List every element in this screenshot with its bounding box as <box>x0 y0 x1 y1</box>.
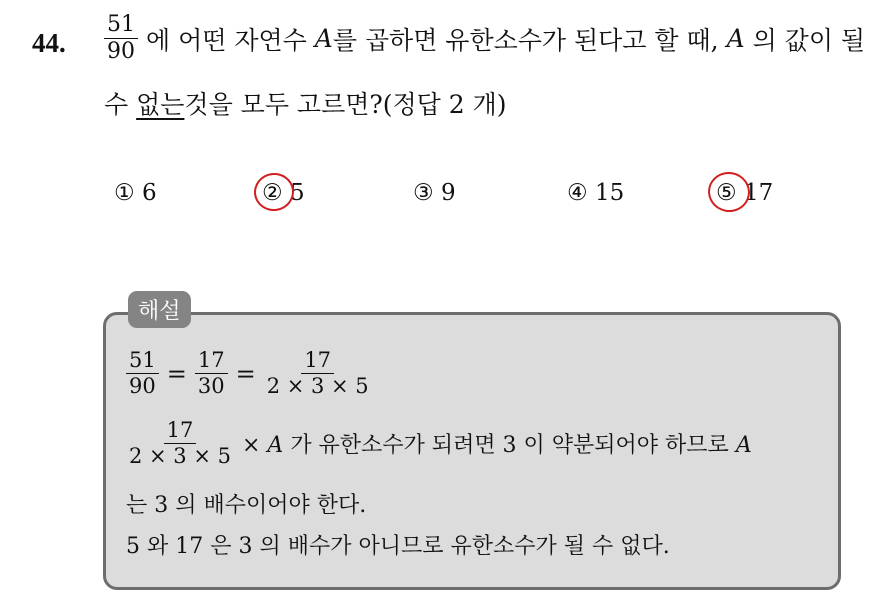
choice-marker: ② <box>262 180 283 206</box>
solution-line-4: 5 와 17 은 3 의 배수가 아니므로 유한소수가 될 수 없다. <box>126 534 670 559</box>
choice-marker: ⑤ <box>716 180 737 206</box>
solution-text: 가 유한소수가 되려면 3 이 약분되어야 하므로 <box>290 433 729 458</box>
question-fraction <box>104 14 138 63</box>
fraction-denominator: 30 <box>197 374 225 398</box>
choice-value: 17 <box>743 180 774 206</box>
variable-a: A <box>735 433 752 458</box>
solution-fraction <box>195 350 228 397</box>
question-text: 를 곱하면 유한소수가 된다고 할 때, <box>332 25 719 55</box>
fraction-numerator: 17 <box>195 350 228 374</box>
choice-value: 9 <box>440 180 456 206</box>
choice-marker: ③ <box>413 180 434 206</box>
answer-circle-mark-icon <box>252 170 297 213</box>
question-number: 44. <box>32 28 66 58</box>
equals-sign: = <box>235 359 256 388</box>
variable-a: A <box>726 24 745 53</box>
solution-fraction <box>126 420 234 467</box>
solution-equation <box>126 350 372 397</box>
solution-fraction <box>126 350 159 397</box>
question-line-2 <box>104 85 507 121</box>
fraction-denominator: 90 <box>129 374 156 398</box>
fraction-numerator: 17 <box>164 420 197 444</box>
variable-a: A <box>267 433 284 458</box>
choice-marker: ① <box>114 180 135 206</box>
question-text: 것을 모두 고르면?(정답 2 개) <box>184 90 507 119</box>
choice-value: 6 <box>141 180 157 206</box>
question-text: 의 값이 될 <box>752 25 866 55</box>
choice-value: 5 <box>289 180 305 206</box>
choice-marker: ④ <box>567 180 588 206</box>
times-sign: × <box>241 433 268 458</box>
variable-a: A <box>314 24 333 53</box>
fraction-numerator: 17 <box>301 350 334 374</box>
question-line-1 <box>104 14 865 63</box>
fraction-denominator: 2 × 3 × 5 <box>129 444 231 468</box>
fraction-denominator: 90 <box>107 39 135 64</box>
choice-1[interactable] <box>114 180 157 206</box>
question-text: 수 <box>104 90 129 119</box>
choice-value: 15 <box>594 180 625 206</box>
choice-4[interactable] <box>567 180 624 206</box>
underlined-word: 없는 <box>136 90 185 119</box>
question-text: 에 어떤 자연수 <box>146 25 307 55</box>
fraction-numerator: 51 <box>104 14 138 39</box>
solution-line-2 <box>126 420 752 467</box>
solution-fraction <box>264 350 372 397</box>
solution-label: 해설 <box>128 291 191 328</box>
fraction-denominator: 2 × 3 × 5 <box>266 374 369 398</box>
solution-line-3: 는 3 의 배수이어야 한다. <box>126 493 367 518</box>
fraction-numerator: 51 <box>126 350 159 374</box>
choice-3[interactable] <box>413 180 456 206</box>
answer-circle-mark-icon <box>705 169 753 216</box>
equals-sign: = <box>166 359 187 388</box>
